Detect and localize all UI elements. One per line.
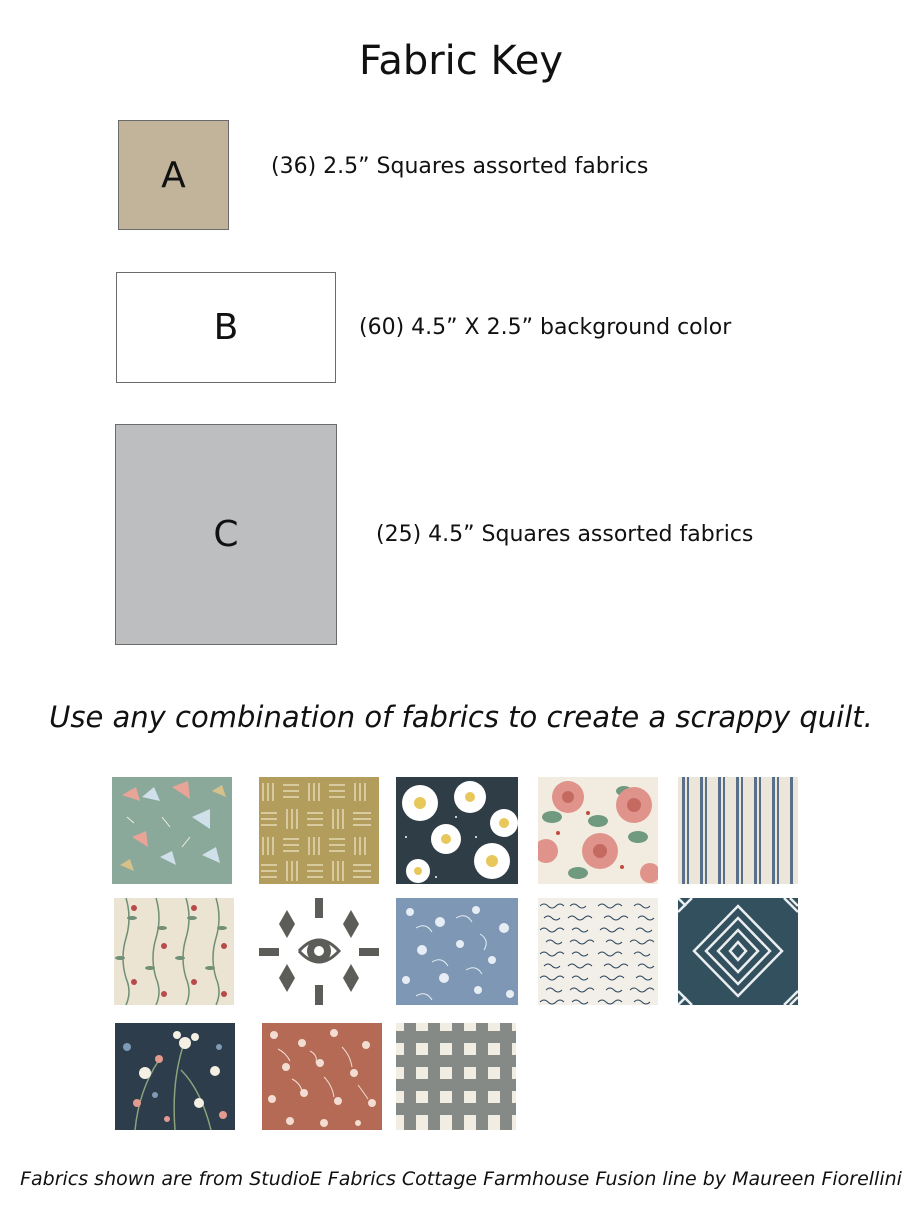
swatch-blue-floral — [396, 898, 518, 1005]
fabric-b-description: (60) 4.5” X 2.5” background color — [359, 315, 732, 340]
swatch-basketweave — [259, 777, 379, 884]
fabric-c-description: (25) 4.5” Squares assorted fabrics — [376, 522, 754, 547]
swatch-diamond-chevron — [678, 898, 798, 1005]
swatch-script-text — [538, 898, 658, 1005]
fabric-c-letter: C — [213, 514, 239, 555]
swatch-wildflowers — [115, 1023, 235, 1130]
tagline: Use any combination of fabrics to create a scrappy quilt. — [49, 700, 873, 734]
fabric-b-box — [116, 272, 336, 383]
fabric-b-letter: B — [213, 307, 239, 348]
swatch-rust-floral — [262, 1023, 382, 1130]
swatch-daisies — [396, 777, 518, 884]
swatch-butterflies — [112, 777, 232, 884]
swatch-tile-medallion — [259, 898, 379, 1005]
swatch-sprig-floral — [114, 898, 234, 1005]
fabric-a-letter: A — [161, 154, 186, 196]
credit-note: Fabrics shown are from StudioE Fabrics Cottage Farmhouse Fusion line by Maureen Fiorellini — [20, 1168, 902, 1190]
fabric-a-description: (36) 2.5” Squares assorted fabrics — [271, 154, 649, 179]
swatch-gingham — [396, 1023, 516, 1130]
fabric-c-box — [115, 424, 337, 645]
fabric-a-box — [118, 120, 229, 230]
swatch-ticking-stripe — [678, 777, 798, 884]
page-title: Fabric Key — [358, 38, 564, 84]
swatch-roses — [538, 777, 658, 884]
